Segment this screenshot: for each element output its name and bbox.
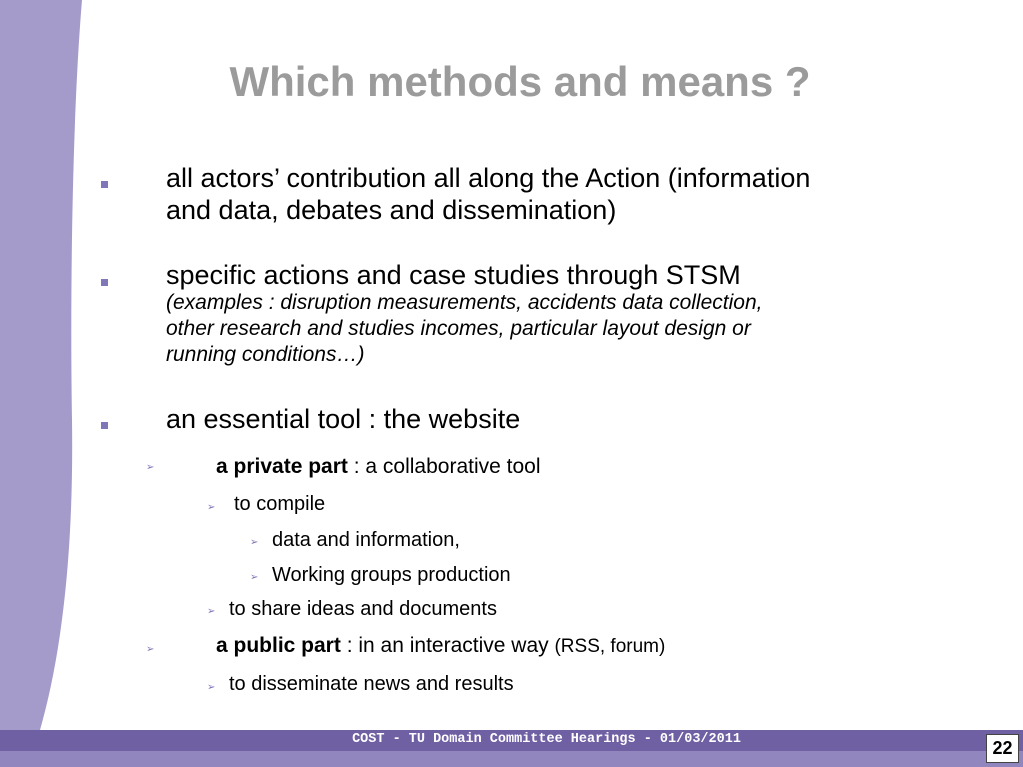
public-part-line <box>216 633 665 660</box>
square-bullet-icon <box>101 279 108 286</box>
data-information-item: data and information, <box>272 529 460 551</box>
bullet-2-line-1: specific actions and case studies through STSM <box>166 260 741 290</box>
slide-title: Which methods and means ? <box>229 58 811 105</box>
arrow-bullet-icon: ➢ <box>250 537 259 548</box>
bullet-1-line-1: all actors’ contribution all along the Action (information <box>166 163 811 193</box>
footer-text: COST - TU Domain Committee Hearings - 01/03/2011 <box>352 732 741 747</box>
bullet-2-example-1: (examples : disruption measurements, accidents data collection, <box>166 291 763 314</box>
private-part-desc: : a collaborative tool <box>347 455 541 478</box>
arrow-bullet-icon: ➢ <box>207 606 216 617</box>
arrow-bullet-icon: ➢ <box>207 502 216 513</box>
page-number: 22 <box>986 734 1019 763</box>
arrow-bullet-icon: ➢ <box>146 462 155 473</box>
square-bullet-icon <box>101 181 108 188</box>
private-part-label: a private part <box>216 455 348 478</box>
working-groups-item: Working groups production <box>272 564 511 586</box>
decorative-side-shape <box>0 0 120 767</box>
bullet-3-line-1: an essential tool : the website <box>166 404 521 434</box>
disseminate-item: to disseminate news and results <box>229 673 514 695</box>
bullet-2-example-2: other research and studies incomes, particular layout design or <box>166 317 751 340</box>
square-bullet-icon <box>101 422 108 429</box>
public-part-desc: : in an interactive way <box>340 634 555 657</box>
public-part-label: a public part <box>216 634 341 657</box>
footer-bar-lower <box>0 751 1023 767</box>
bullet-1-line-2: and data, debates and dissemination) <box>166 195 617 225</box>
arrow-bullet-icon: ➢ <box>207 682 216 693</box>
arrow-bullet-icon: ➢ <box>146 644 155 655</box>
bullet-2-example-3: running conditions…) <box>166 343 365 366</box>
share-ideas-item: to share ideas and documents <box>229 598 497 620</box>
arrow-bullet-icon: ➢ <box>250 572 259 583</box>
private-part-line <box>216 454 541 480</box>
public-part-paren: (RSS, forum) <box>554 636 666 657</box>
to-compile-item: to compile <box>234 493 326 515</box>
